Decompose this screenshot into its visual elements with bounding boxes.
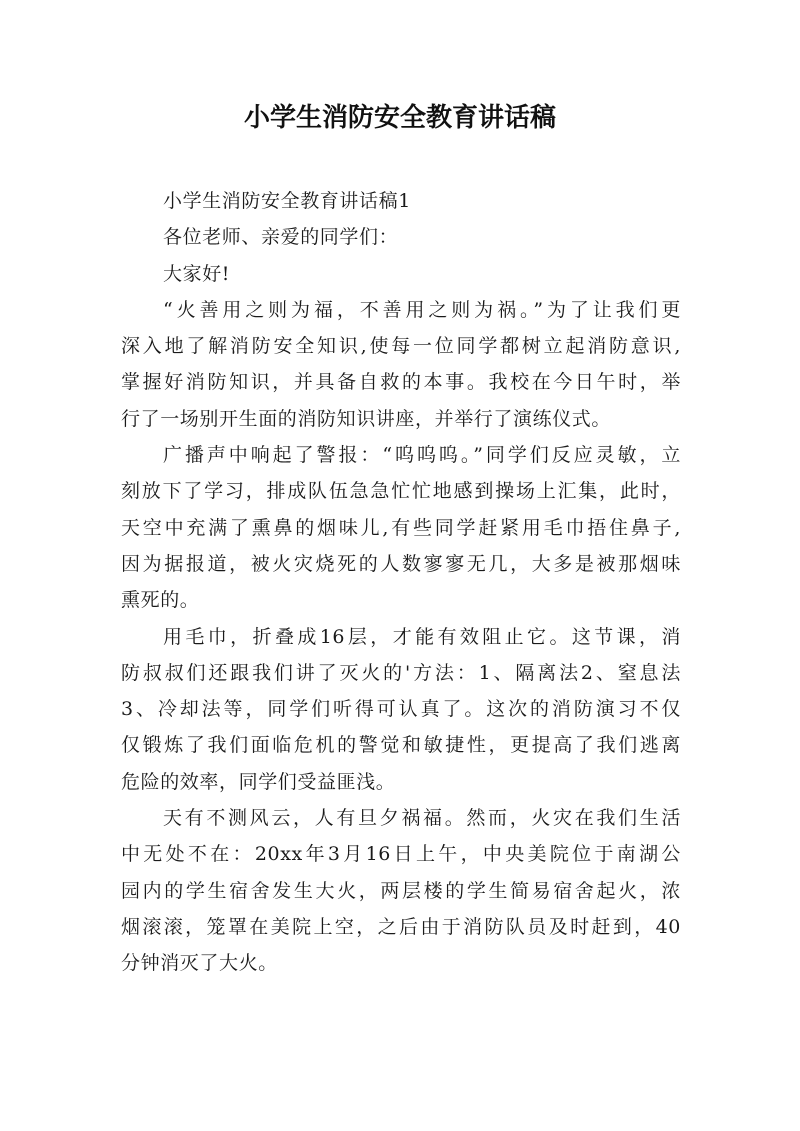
- paragraph-line: 烟滚滚，笼罩在美院上空，之后由于消防队员及时赶到，40: [121, 915, 681, 938]
- paragraph-line: 刻放下了学习，排成队伍急急忙忙地感到操场上汇集，此时，: [121, 480, 681, 503]
- paragraph-line: 行了一场别开生面的消防知识讲座，并举行了演练仪式。: [121, 407, 612, 430]
- paragraph-line: 熏死的。: [121, 589, 200, 612]
- section-heading: 小学生消防安全教育讲话稿1: [163, 190, 411, 212]
- paragraph-line: 园内的学生宿舍发生大火，两层楼的学生简易宿舍起火，浓: [121, 879, 681, 902]
- document-body: [121, 183, 681, 982]
- paragraph-line: 因为据报道，被火灾烧死的人数寥寥无几，大多是被那烟味: [121, 552, 681, 575]
- paragraph-line: 仅锻炼了我们面临危机的警觉和敏捷性，更提高了我们逃离: [121, 734, 681, 757]
- paragraph-line: 广播声中响起了警报：“呜呜呜。”同学们反应灵敏，立: [163, 444, 681, 467]
- paragraph-line: “火善用之则为福，不善用之则为祸。”为了让我们更: [163, 298, 681, 321]
- document-title: 小学生消防安全教育讲话稿: [243, 103, 556, 133]
- paragraph-line: 深入地了解消防安全知识,使每一位同学都树立起消防意识,: [121, 335, 681, 358]
- paragraph-line: 用毛巾，折叠成16层，才能有效阻止它。这节课，消: [163, 625, 681, 648]
- greeting: 大家好!: [163, 262, 231, 285]
- salutation: 各位老师、亲爱的同学们：: [163, 226, 399, 249]
- paragraph-line: 中无处不在：20xx年3月16日上午，中央美院位于南湖公: [121, 843, 681, 866]
- paragraph-line: 危险的效率，同学们受益匪浅。: [121, 770, 396, 793]
- paragraph-line: 天空中充满了熏鼻的烟味儿,有些同学赶紧用毛巾捂住鼻子,: [121, 516, 681, 539]
- paragraph-line: 分钟消灭了大火。: [121, 952, 278, 975]
- paragraph-line: 掌握好消防知识，并具备自救的本事。我校在今日午时，举: [121, 371, 681, 394]
- paragraph-line: 防叔叔们还跟我们讲了灭火的'方法：1、隔离法2、窒息法: [121, 661, 681, 684]
- paragraph-line: 天有不测风云，人有旦夕祸福。然而，火灾在我们生活: [163, 807, 681, 830]
- paragraph-line: 3、冷却法等，同学们听得可认真了。这次的消防演习不仅: [121, 698, 681, 721]
